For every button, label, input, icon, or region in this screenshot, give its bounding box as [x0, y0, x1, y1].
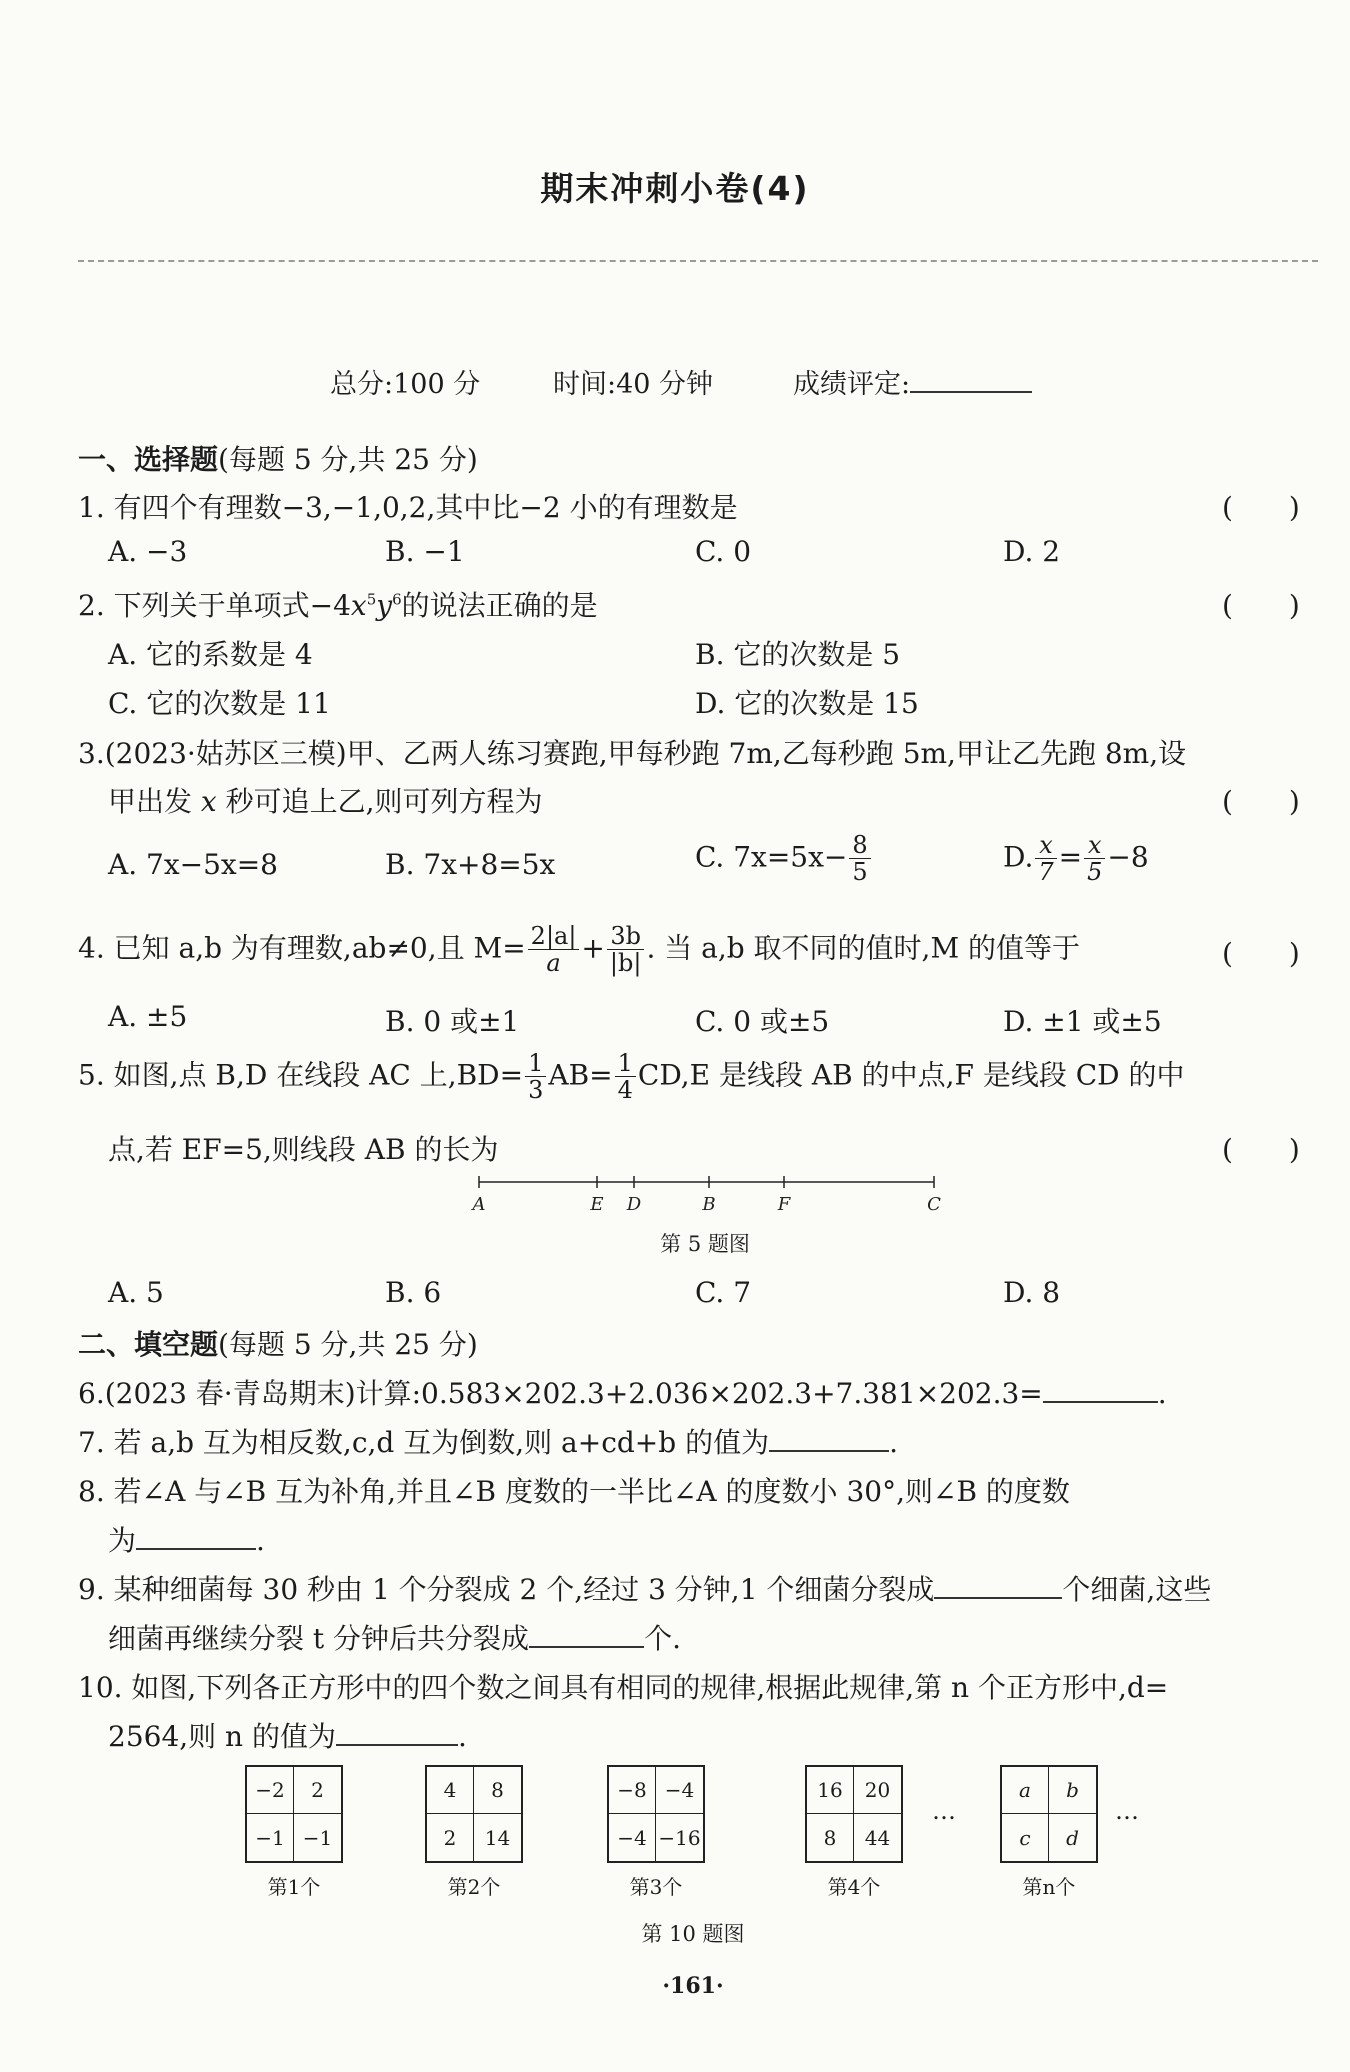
question-10-line-2: 2564,则 n 的值为 .: [108, 1720, 467, 1753]
total-score: 总分:100 分: [330, 369, 481, 400]
q3-option-c[interactable]: C. 7x=5x− $\frac{8}{5}$: [695, 832, 873, 886]
q5-figure-caption: 第 5 题图: [660, 1232, 750, 1256]
question-5-line-2: 点,若 EF=5,则线段 AB 的长为: [108, 1133, 499, 1166]
q5-option-b[interactable]: B. 6: [385, 1276, 442, 1309]
q3-option-b[interactable]: B. 7x+8=5x: [385, 848, 556, 881]
q10-figure-caption: 第 10 题图: [641, 1922, 745, 1946]
q4-option-d[interactable]: D. ±1 或±5: [1003, 1005, 1162, 1038]
q5-option-c[interactable]: C. 7: [695, 1276, 752, 1309]
q5-option-a[interactable]: A. 5: [108, 1276, 164, 1309]
q4-option-b[interactable]: B. 0 或±1: [385, 1005, 520, 1038]
time-limit: 时间:40 分钟: [553, 369, 714, 400]
square-n: a b c d 第n个: [1000, 1765, 1098, 1900]
section-1-heading: 一、选择题(每题 5 分,共 25 分): [78, 443, 478, 476]
q2-option-a[interactable]: A. 它的系数是 4: [108, 638, 313, 671]
q2-option-b[interactable]: B. 它的次数是 5: [695, 638, 901, 671]
q8-answer-blank[interactable]: [136, 1524, 256, 1550]
answer-paren-5[interactable]: ( ): [1222, 1133, 1300, 1166]
q4-option-c[interactable]: C. 0 或±5: [695, 1005, 830, 1038]
question-9-line-1: 9. 某种细菌每 30 秒由 1 个分裂成 2 个,经过 3 分钟,1 个细菌分裂成 个细菌,这些: [78, 1573, 1212, 1606]
square-3: −8 −4 −4 −16 第3个: [607, 1765, 705, 1900]
q5-option-d[interactable]: D. 8: [1003, 1276, 1061, 1309]
q3-option-a[interactable]: A. 7x−5x=8: [108, 848, 278, 881]
q1-option-a[interactable]: A. −3: [108, 535, 188, 568]
square-label: 第1个: [267, 1875, 321, 1899]
question-8-line-2: 为 .: [108, 1524, 265, 1557]
question-1: 1. 有四个有理数−3,−1,0,2,其中比−2 小的有理数是: [78, 491, 738, 524]
square-4: 16 20 8 44 第4个: [805, 1765, 903, 1900]
point-label-a: A: [472, 1194, 486, 1215]
square-label: 第n个: [1022, 1875, 1076, 1899]
q9-answer-blank-2[interactable]: [529, 1622, 644, 1648]
ellipsis: …: [1115, 1797, 1139, 1825]
q10-answer-blank[interactable]: [336, 1720, 458, 1746]
q1-option-d[interactable]: D. 2: [1003, 535, 1061, 568]
point-label-c: C: [927, 1194, 941, 1215]
question-9-line-2: 细菌再继续分裂 t 分钟后共分裂成 个.: [108, 1622, 681, 1655]
point-label-b: B: [702, 1194, 716, 1215]
fraction: $\frac{1}{3}$: [525, 1050, 546, 1104]
answer-paren-3[interactable]: ( ): [1222, 785, 1300, 818]
question-10-line-1: 10. 如图,下列各正方形中的四个数之间具有相同的规律,根据此规律,第 n 个正方形中,d=: [78, 1671, 1169, 1704]
square-2: 4 8 2 14 第2个: [425, 1765, 523, 1900]
point-label-d: D: [626, 1194, 642, 1215]
square-label: 第2个: [447, 1875, 501, 1899]
fraction: $\frac{3b}{|b|}$: [607, 923, 645, 977]
square-1: −2 2 −1 −1 第1个: [245, 1765, 343, 1900]
question-5-line-1: 5. 如图,点 B,D 在线段 AC 上,BD= $\frac{1}{3}$ AB= $\frac{1}{4}$ CD,E 是线段 AB 的中点,F 是线段 CD 的中: [78, 1049, 1185, 1105]
divider: [78, 260, 1318, 262]
question-3-line-2: 甲出发 x 秒可追上乙,则可列方程为: [108, 785, 543, 818]
q1-option-b[interactable]: B. −1: [385, 535, 465, 568]
square-label: 第4个: [827, 1875, 881, 1899]
point-label-f: F: [777, 1194, 791, 1215]
q5-line-segment-figure: [460, 1168, 950, 1218]
fraction: $\frac{x}{7}$: [1035, 832, 1056, 886]
q6-answer-blank[interactable]: [1043, 1377, 1158, 1403]
answer-paren-2[interactable]: ( ): [1222, 589, 1300, 622]
fraction: $\frac{x}{5}$: [1084, 832, 1105, 886]
q3-option-d[interactable]: D. $\frac{x}{7}$ = $\frac{x}{5}$ −8: [1003, 831, 1149, 887]
answer-paren-4[interactable]: ( ): [1222, 937, 1300, 970]
question-7: 7. 若 a,b 互为相反数,c,d 互为倒数,则 a+cd+b 的值为 .: [78, 1426, 898, 1459]
fraction: $\frac{2|a|}{a}$: [528, 923, 580, 977]
q1-option-c[interactable]: C. 0: [695, 535, 752, 568]
question-4: 4. 已知 a,b 为有理数,ab≠0,且 M= $\frac{2|a|}{a}$ + $\frac{3b}{|b|}$ . 当 a,b 取不同的值时,M 的值等于: [78, 922, 1081, 978]
section-2-heading: 二、填空题(每题 5 分,共 25 分): [78, 1328, 478, 1361]
q9-answer-blank-1[interactable]: [934, 1573, 1062, 1599]
q2-option-d[interactable]: D. 它的次数是 15: [695, 687, 919, 720]
question-8-line-1: 8. 若∠A 与∠B 互为补角,并且∠B 度数的一半比∠A 的度数小 30°,则∠B 的度数: [78, 1475, 1070, 1508]
square-label: 第3个: [629, 1875, 683, 1899]
fraction: $\frac{8}{5}$: [849, 832, 870, 886]
page-title: 期末冲刺小卷(4): [540, 169, 810, 208]
q7-answer-blank[interactable]: [769, 1426, 889, 1452]
point-label-e: E: [590, 1194, 604, 1215]
page-number: ·161·: [662, 1973, 724, 1999]
answer-paren-1[interactable]: ( ): [1222, 491, 1300, 524]
q2-option-c[interactable]: C. 它的次数是 11: [108, 687, 331, 720]
fraction: $\frac{1}{4}$: [615, 1050, 636, 1104]
question-3-line-1: 3.(2023·姑苏区三模)甲、乙两人练习赛跑,甲每秒跑 7m,乙每秒跑 5m,甲让乙先跑 8m,设: [78, 737, 1187, 770]
question-6: 6.(2023 春·青岛期末)计算:0.583×202.3+2.036×202.3+7.381×202.3= .: [78, 1377, 1167, 1410]
grade-blank[interactable]: [910, 367, 1032, 393]
question-2: 2. 下列关于单项式$-4x^5y^6$的说法正确的是: [78, 589, 598, 622]
ellipsis: …: [932, 1797, 956, 1825]
q4-option-a[interactable]: A. ±5: [108, 1000, 188, 1033]
grade-label: 成绩评定:: [793, 362, 1032, 401]
